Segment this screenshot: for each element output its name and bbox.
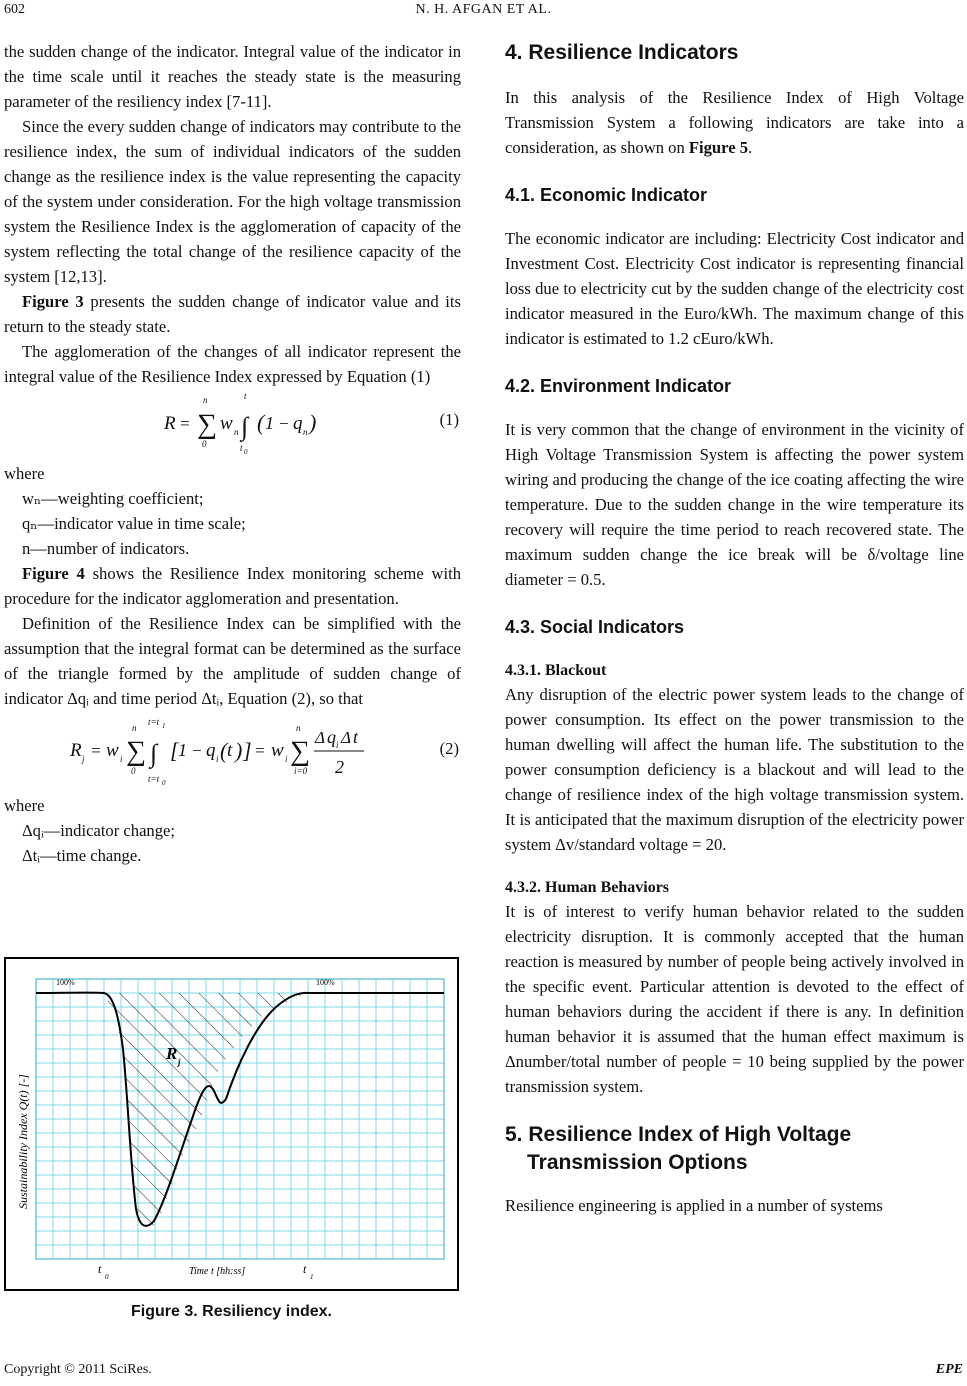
svg-text:n: n bbox=[234, 427, 239, 437]
svg-text:): ) bbox=[235, 738, 243, 763]
definition: Δtᵢ—time change. bbox=[22, 846, 142, 865]
paragraph: The agglomeration of the changes of all indicator represent the integral value of the Resilience Index expressed by Equation (1) bbox=[4, 342, 461, 386]
label-100-right: 100% bbox=[316, 978, 335, 987]
svg-text:[: [ bbox=[170, 738, 179, 763]
svg-text:=: = bbox=[179, 414, 191, 433]
svg-text:=: = bbox=[90, 741, 102, 760]
right-column bbox=[505, 39, 964, 1218]
svg-text:t: t bbox=[240, 443, 243, 453]
paragraph: The economic indicator are including: Electricity Cost indicator and Investment Cost. Electricity Cost indicator is representing financial loss due to electricity cut by the sudden change of the electricity cost indicator measured in the Euro/kWh. The maximum change of this indicator is estimated to 1.2 cEuro/kWh. bbox=[505, 229, 964, 348]
figure-ref: Figure 3 bbox=[22, 292, 84, 311]
equation-1-formula bbox=[154, 389, 454, 457]
svg-text:∑: ∑ bbox=[290, 736, 310, 767]
svg-text:(: ( bbox=[257, 410, 265, 435]
region-label: R bbox=[166, 1044, 178, 1063]
definition: wₙ—weighting coefficient; bbox=[22, 489, 204, 508]
page-header bbox=[0, 0, 967, 20]
subsubsection-heading: 4.3.2. Human Behaviors bbox=[505, 879, 670, 896]
svg-text:0: 0 bbox=[131, 766, 136, 776]
paragraph: Resilience engineering is applied in a number of systems bbox=[505, 1196, 883, 1215]
section-heading: 5. Resilience Index of High Voltage Transmission Options bbox=[505, 1123, 852, 1174]
figure-ref: Figure 5 bbox=[688, 138, 749, 157]
svg-text:w: w bbox=[106, 740, 119, 761]
t0-sub: 0 bbox=[105, 1273, 109, 1281]
svg-text:1: 1 bbox=[178, 740, 187, 760]
subsection-heading: 4.1. Economic Indicator bbox=[505, 185, 708, 205]
t1-label: t bbox=[303, 1262, 307, 1276]
svg-text:0: 0 bbox=[162, 779, 166, 787]
svg-text:q: q bbox=[327, 727, 336, 747]
svg-text:n: n bbox=[132, 723, 137, 733]
resilience-area-hatched bbox=[102, 993, 306, 1227]
svg-text:t=t: t=t bbox=[148, 717, 160, 727]
svg-text:Δ: Δ bbox=[315, 728, 325, 747]
svg-text:∫: ∫ bbox=[150, 739, 158, 768]
svg-text:i: i bbox=[285, 754, 288, 764]
svg-text:t=t: t=t bbox=[148, 774, 160, 784]
paragraph: Since the every sudden change of indicators may contribute to the resilience index, the sum of individual indicators of the sudden change as the resilience index is the value representing the capacity of the system under consideration. For the high voltage transmission system the Resilience Index is the agglomeration of capacity of the system reflecting the total change of the resilience capacity of the system [12,13]. bbox=[4, 117, 461, 286]
svg-text:0: 0 bbox=[244, 448, 248, 456]
where-label: where bbox=[4, 464, 45, 483]
definition: Δqᵢ—indicator change; bbox=[22, 821, 175, 840]
svg-text:i: i bbox=[336, 740, 339, 750]
svg-text:1: 1 bbox=[265, 413, 274, 433]
svg-text:−: − bbox=[191, 741, 203, 760]
svg-text:w: w bbox=[271, 740, 284, 761]
running-authors: N. H. AFGAN ET AL. bbox=[415, 2, 552, 17]
figure-3-resiliency-index bbox=[4, 957, 459, 1291]
paragraph: It is very common that the change of environment in the vicinity of High Voltage Transmission System is affecting the power system wiring and producing the change of the ice coating affecting the wire temperature. Due to the sudden change in the wire temperature its recovery will require the time period to reach recovered state. The maximum sudden change the ice break will be δ/voltage line diameter = 0.5. bbox=[505, 420, 964, 589]
paragraph: In this analysis of the Resilience Index of High Voltage Transmission System a following indicators are take into a consideration, as shown on Figure 5. bbox=[505, 88, 964, 157]
svg-text:q: q bbox=[206, 740, 216, 761]
left-column bbox=[4, 39, 461, 868]
svg-text:∑: ∑ bbox=[197, 409, 217, 440]
svg-text:t: t bbox=[244, 391, 247, 401]
svg-text:∑: ∑ bbox=[126, 736, 146, 767]
equation-2-formula bbox=[64, 711, 424, 789]
svg-text:t: t bbox=[227, 740, 233, 761]
svg-text:j: j bbox=[82, 754, 85, 764]
t1-sub: 1 bbox=[310, 1273, 314, 1281]
copyright: Copyright © 2011 SciRes. bbox=[4, 1362, 152, 1377]
equation-1 bbox=[4, 389, 461, 457]
equation-1-number: (1) bbox=[439, 410, 459, 429]
paragraph: Figure 4 shows the Resilience Index monitoring scheme with procedure for the indicator agglomeration and presentation. bbox=[4, 564, 461, 608]
t0-label: t bbox=[98, 1262, 102, 1276]
svg-text:): ) bbox=[309, 410, 317, 435]
svg-text:2: 2 bbox=[335, 757, 344, 777]
y-axis-label: Sustainability Index Q(t) [-] bbox=[16, 1074, 30, 1209]
svg-text:−: − bbox=[278, 414, 290, 433]
svg-text:R: R bbox=[164, 413, 176, 434]
figure-caption: Figure 3. Resiliency index. bbox=[131, 1303, 332, 1320]
svg-text:=: = bbox=[254, 741, 266, 760]
paragraph: Definition of the Resilience Index can be simplified with the assumption that the integral format can be determined as the surface of the triangle formed by the amplitude of sudden change of indicator Δqᵢ and time period Δtᵢ, Equation (2), so that bbox=[4, 614, 461, 708]
definition: qₙ—indicator value in time scale; bbox=[22, 514, 246, 533]
svg-text:q: q bbox=[293, 413, 303, 434]
svg-text:∫: ∫ bbox=[241, 412, 249, 441]
svg-text:0: 0 bbox=[202, 439, 207, 449]
section-heading: 4. Resilience Indicators bbox=[505, 41, 739, 64]
svg-text:1: 1 bbox=[162, 722, 166, 730]
svg-text:(: ( bbox=[220, 738, 228, 763]
journal-name: EPE bbox=[935, 1362, 963, 1377]
svg-text:n: n bbox=[303, 427, 308, 437]
paragraph: Figure 3 presents the sudden change of indicator value and its return to the steady state. bbox=[4, 292, 461, 336]
definition: n—number of indicators. bbox=[22, 539, 190, 558]
resiliency-plot bbox=[6, 959, 457, 1289]
svg-text:R: R bbox=[70, 740, 82, 761]
subsection-heading: 4.3. Social Indicators bbox=[505, 617, 685, 637]
where-label: where bbox=[4, 796, 45, 815]
paragraph: Any disruption of the electric power system leads to the change of power consumption. Its effect on the power transmission to the human dwelling will affect the human life. The substitution to the power consumption deficiency is a blackout and will lead to the change of resilience index of the high voltage transmission system. It is anticipated that the maximum disruption of the electricity power system Δv/standard voltage = 20. bbox=[505, 685, 964, 854]
subsubsection-heading: 4.3.1. Blackout bbox=[505, 662, 607, 679]
label-100-left: 100% bbox=[56, 978, 75, 987]
svg-text:i: i bbox=[120, 754, 123, 764]
svg-text:]: ] bbox=[243, 738, 252, 763]
svg-text:n: n bbox=[296, 723, 301, 733]
svg-text:i: i bbox=[216, 754, 219, 764]
svg-text:Δ: Δ bbox=[341, 728, 351, 747]
region-label-sub: j bbox=[178, 1057, 181, 1067]
svg-text:n: n bbox=[203, 395, 208, 405]
svg-text:t: t bbox=[353, 727, 359, 747]
subsection-heading: 4.2. Environment Indicator bbox=[505, 376, 732, 396]
paragraph: the sudden change of the indicator. Integral value of the indicator in the time scale until it reaches the steady state is the measuring parameter of the resiliency index [7-11]. bbox=[4, 42, 461, 111]
x-axis-label: Time t [hh:ss] bbox=[189, 1266, 246, 1277]
paragraph: It is of interest to verify human behavior related to the sudden electricity disruption. It is commonly accepted that the human reaction is measured by number of people being actively involved in the specific event. Particular attention is devoted to the effect of human behaviors during the accident if there is any. In definition human behavior it is assumed that the human effect maximum is Δnumber/total number of people = 10 being supplied by the power transmission system. bbox=[505, 902, 964, 1096]
figure-ref: Figure 4 bbox=[22, 564, 85, 583]
equation-2-number: (2) bbox=[439, 739, 459, 758]
equation-2 bbox=[4, 711, 461, 789]
svg-text:i=0: i=0 bbox=[294, 766, 308, 776]
svg-text:w: w bbox=[220, 413, 233, 434]
page-number: 602 bbox=[4, 2, 25, 17]
